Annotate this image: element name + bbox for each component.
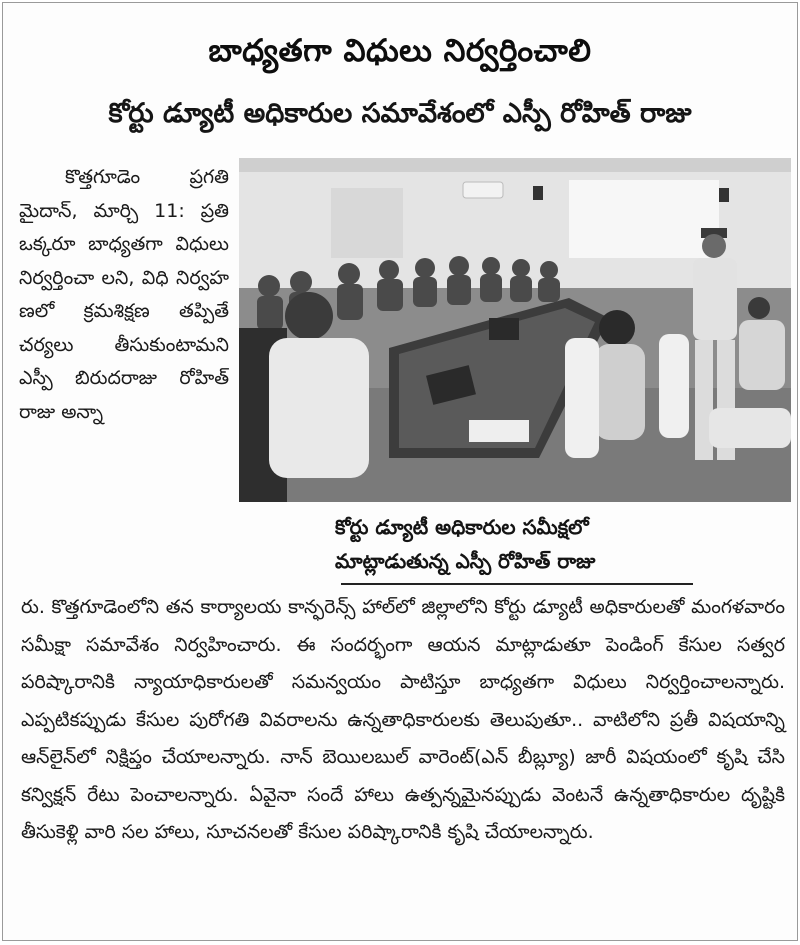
papers <box>469 420 529 442</box>
ceiling-strip <box>239 158 791 172</box>
body-paragraph: రు. కొత్తగూడెంలోని తన కార్యాలయ కాన్ఫరెన్స్ హాల్‌లో జిల్లాలోని కోర్టు డ్యూటీ అధికారులతో మంగళవారం సమీక్షా సమావేశం నిర్వహించారు. ఈ సందర్భంగా ఆయన మాట్లాడుతూ పెండింగ్ కేసుల సత్వర పరిష్కారానికి న్యాయాధికారులతో సమన్వయం పాటిస్తూ బాధ్యతగా విధులు నిర్వర్తించాలన్నారు. ఎప్పటికప్పుడు కేసుల పురోగతి వివరాలను ఉన్నతాధికారులకు తెలుపుతూ.. వాటిలోని ప్రతీ విషయాన్ని ఆన్‌లైన్‌లో నిక్షిప్తం చేయాలన్నారు. నాన్ బెయిలబుల్ వారెంట్(ఎన్ బీబ్ల్యూ) జారీ విషయంలో కృషి చేసి కన్విక్షన్ రేటు పెంచాలన్నారు. ఏవైనా సందే హాలు ఉత్పన్నమైనప్పుడు వెంటనే ఉన్నతాధికారుల దృష్టికి తీసుకెళ్లి వారి సల హాలు, సూచనలతో కేసుల పరిష్కారానికి కృషి చేయాలన్నారు. <box>21 596 785 843</box>
news-photo <box>239 158 791 502</box>
headline: బాధ్యతగా విధులు నిర్వర్తించాలి <box>208 33 592 69</box>
dateline-column <box>19 161 229 429</box>
projection-screen <box>569 180 719 258</box>
air-conditioner <box>463 182 503 198</box>
conference-room-photo <box>239 158 791 502</box>
article-body <box>21 589 785 852</box>
wall-speaker-left <box>533 186 543 200</box>
lead-text: ప్రగతి మైదాన్, మార్చి 11: ప్రతి ఒక్కరూ బాధ్యతగా విధులు నిర్వర్తించా లని, విధి నిర్వహ ణలో క్రమశిక్షణ తప్పితే చర్యలు తీసుకుంటామని ఎస్పీ బిరుదరాజు రోహిత్ రాజు అన్నా <box>19 166 229 423</box>
newspaper-clipping <box>2 2 798 941</box>
photo-caption: కోర్టు డ్యూటీ అధికారుల సమీక్షలో మాట్లాడుతున్న ఎస్పీ రోహిత్ రాజు <box>335 515 596 573</box>
chair <box>565 338 599 458</box>
chair <box>659 334 689 438</box>
caption-underline <box>341 583 693 585</box>
subheadline: కోర్టు డ్యూటీ అధికారుల సమావేశంలో ఎస్పీ రోహిత్ రాజు <box>108 98 692 129</box>
window-blind <box>331 188 403 258</box>
laptop <box>489 318 519 340</box>
wall-speaker-right <box>719 188 729 202</box>
dateline-place: కొత్తగూడెం <box>65 166 141 188</box>
